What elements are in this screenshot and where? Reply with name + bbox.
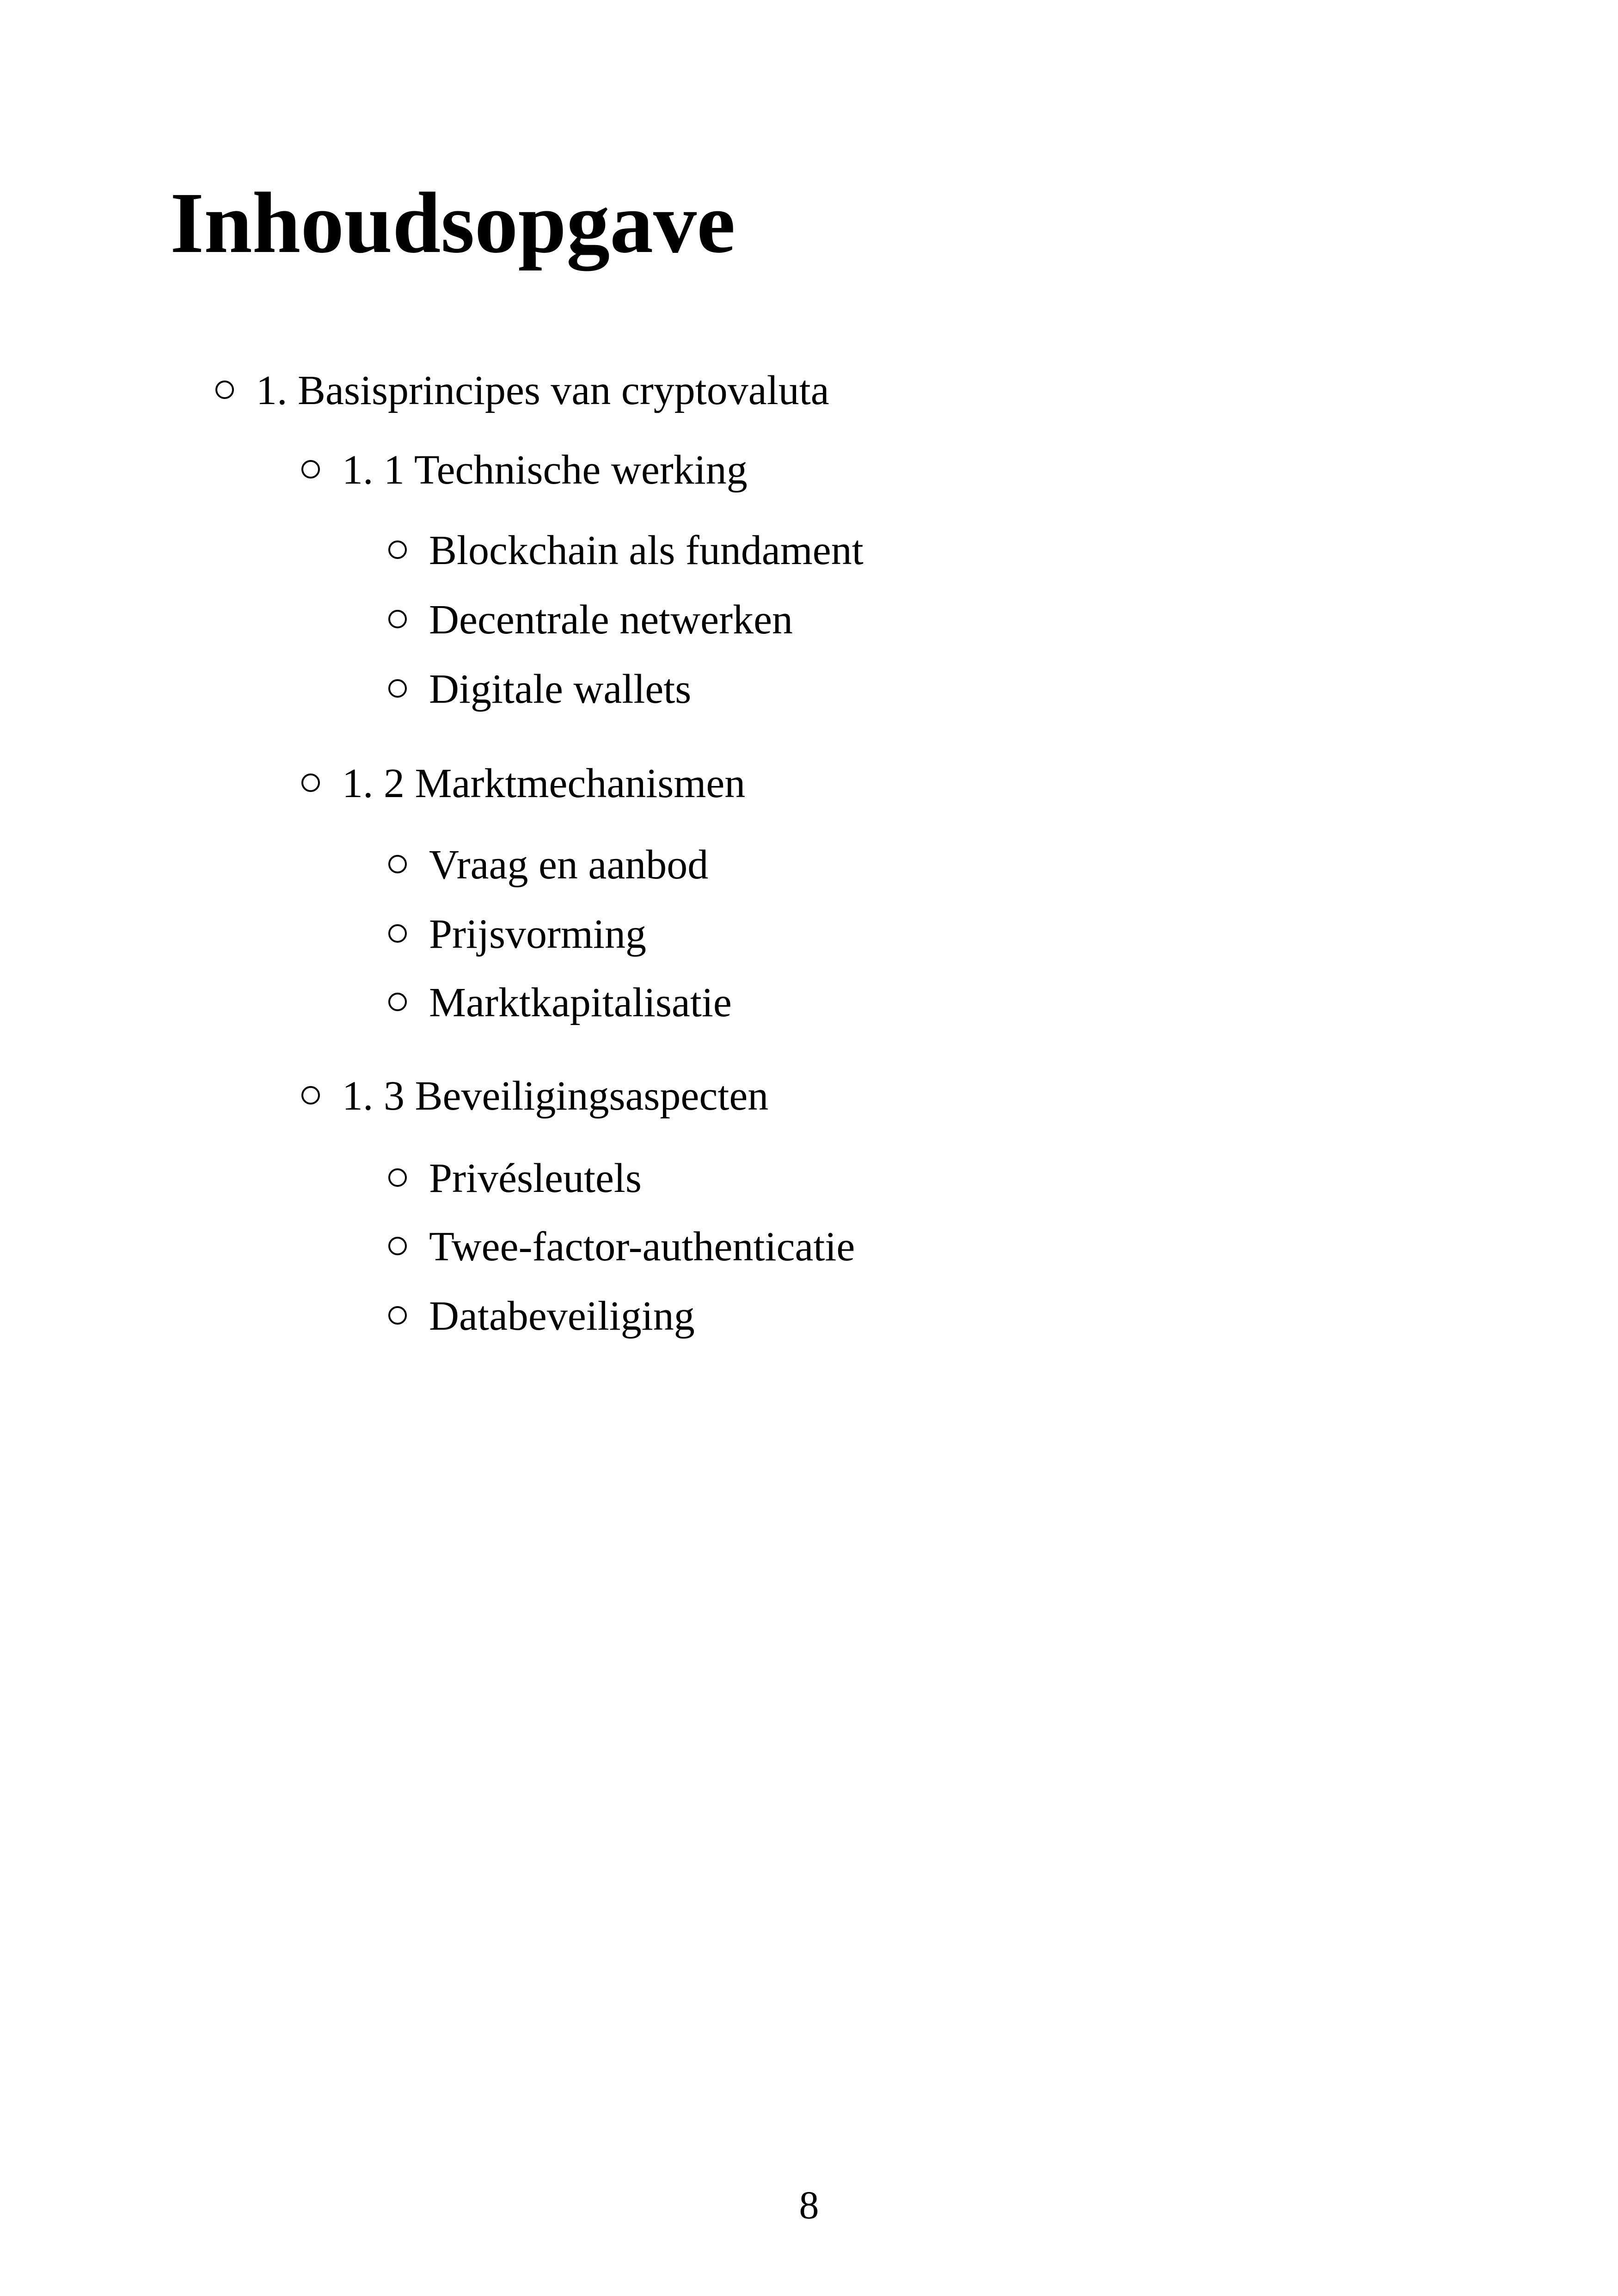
hollow-circle-bullet-icon bbox=[388, 1237, 407, 1255]
toc-section-label: 1. 2 Marktmechanismen bbox=[342, 761, 746, 806]
toc-item-label: Privésleutels bbox=[429, 1155, 642, 1201]
hollow-circle-bullet-icon bbox=[301, 1086, 320, 1105]
hollow-circle-bullet-icon bbox=[388, 679, 407, 698]
toc-item[interactable] bbox=[388, 1226, 855, 1268]
toc-chapter-1-label: 1. Basisprincipes van cryptovaluta bbox=[256, 368, 829, 413]
page-number: 8 bbox=[799, 2183, 819, 2227]
toc-item-label: Blockchain als fundament bbox=[429, 528, 864, 573]
hollow-circle-bullet-icon bbox=[388, 1168, 407, 1187]
toc-section-1-2[interactable] bbox=[301, 763, 745, 804]
toc-item[interactable] bbox=[388, 599, 793, 641]
toc-section-1-3[interactable] bbox=[301, 1075, 768, 1117]
toc-item[interactable] bbox=[388, 982, 732, 1024]
hollow-circle-bullet-icon bbox=[388, 1306, 407, 1325]
toc-section-label: 1. 3 Beveiligingsaspecten bbox=[342, 1073, 769, 1119]
hollow-circle-bullet-icon bbox=[301, 460, 320, 479]
toc-item[interactable] bbox=[388, 666, 692, 712]
toc-section-1-1[interactable] bbox=[301, 449, 748, 491]
toc-item-label: Vraag en aanbod bbox=[429, 842, 709, 888]
toc-item[interactable] bbox=[388, 1155, 642, 1201]
toc-item[interactable] bbox=[388, 1295, 695, 1337]
hollow-circle-bullet-icon bbox=[388, 610, 407, 628]
toc-item-label: Decentrale netwerken bbox=[429, 597, 793, 643]
toc-item-label: Marktkapitalisatie bbox=[429, 980, 732, 1025]
hollow-circle-bullet-icon bbox=[388, 540, 407, 559]
hollow-circle-bullet-icon bbox=[301, 774, 320, 792]
toc-item[interactable] bbox=[388, 844, 708, 886]
toc-chapter-1[interactable] bbox=[215, 370, 829, 411]
page-title: Inhoudsopgave bbox=[170, 174, 735, 271]
toc-item-label: Twee-factor-authenticatie bbox=[429, 1224, 855, 1270]
hollow-circle-bullet-icon bbox=[215, 381, 234, 399]
toc-item-label: Databeveiliging bbox=[429, 1293, 695, 1339]
toc-item-label: Prijsvorming bbox=[429, 911, 647, 957]
hollow-circle-bullet-icon bbox=[388, 855, 407, 873]
toc-item[interactable] bbox=[388, 911, 647, 957]
hollow-circle-bullet-icon bbox=[388, 993, 407, 1011]
toc-section-label: 1. 1 Technische werking bbox=[342, 447, 748, 493]
toc-item-label: Digitale wallets bbox=[429, 666, 692, 712]
hollow-circle-bullet-icon bbox=[388, 924, 407, 943]
toc-item[interactable] bbox=[388, 530, 864, 571]
